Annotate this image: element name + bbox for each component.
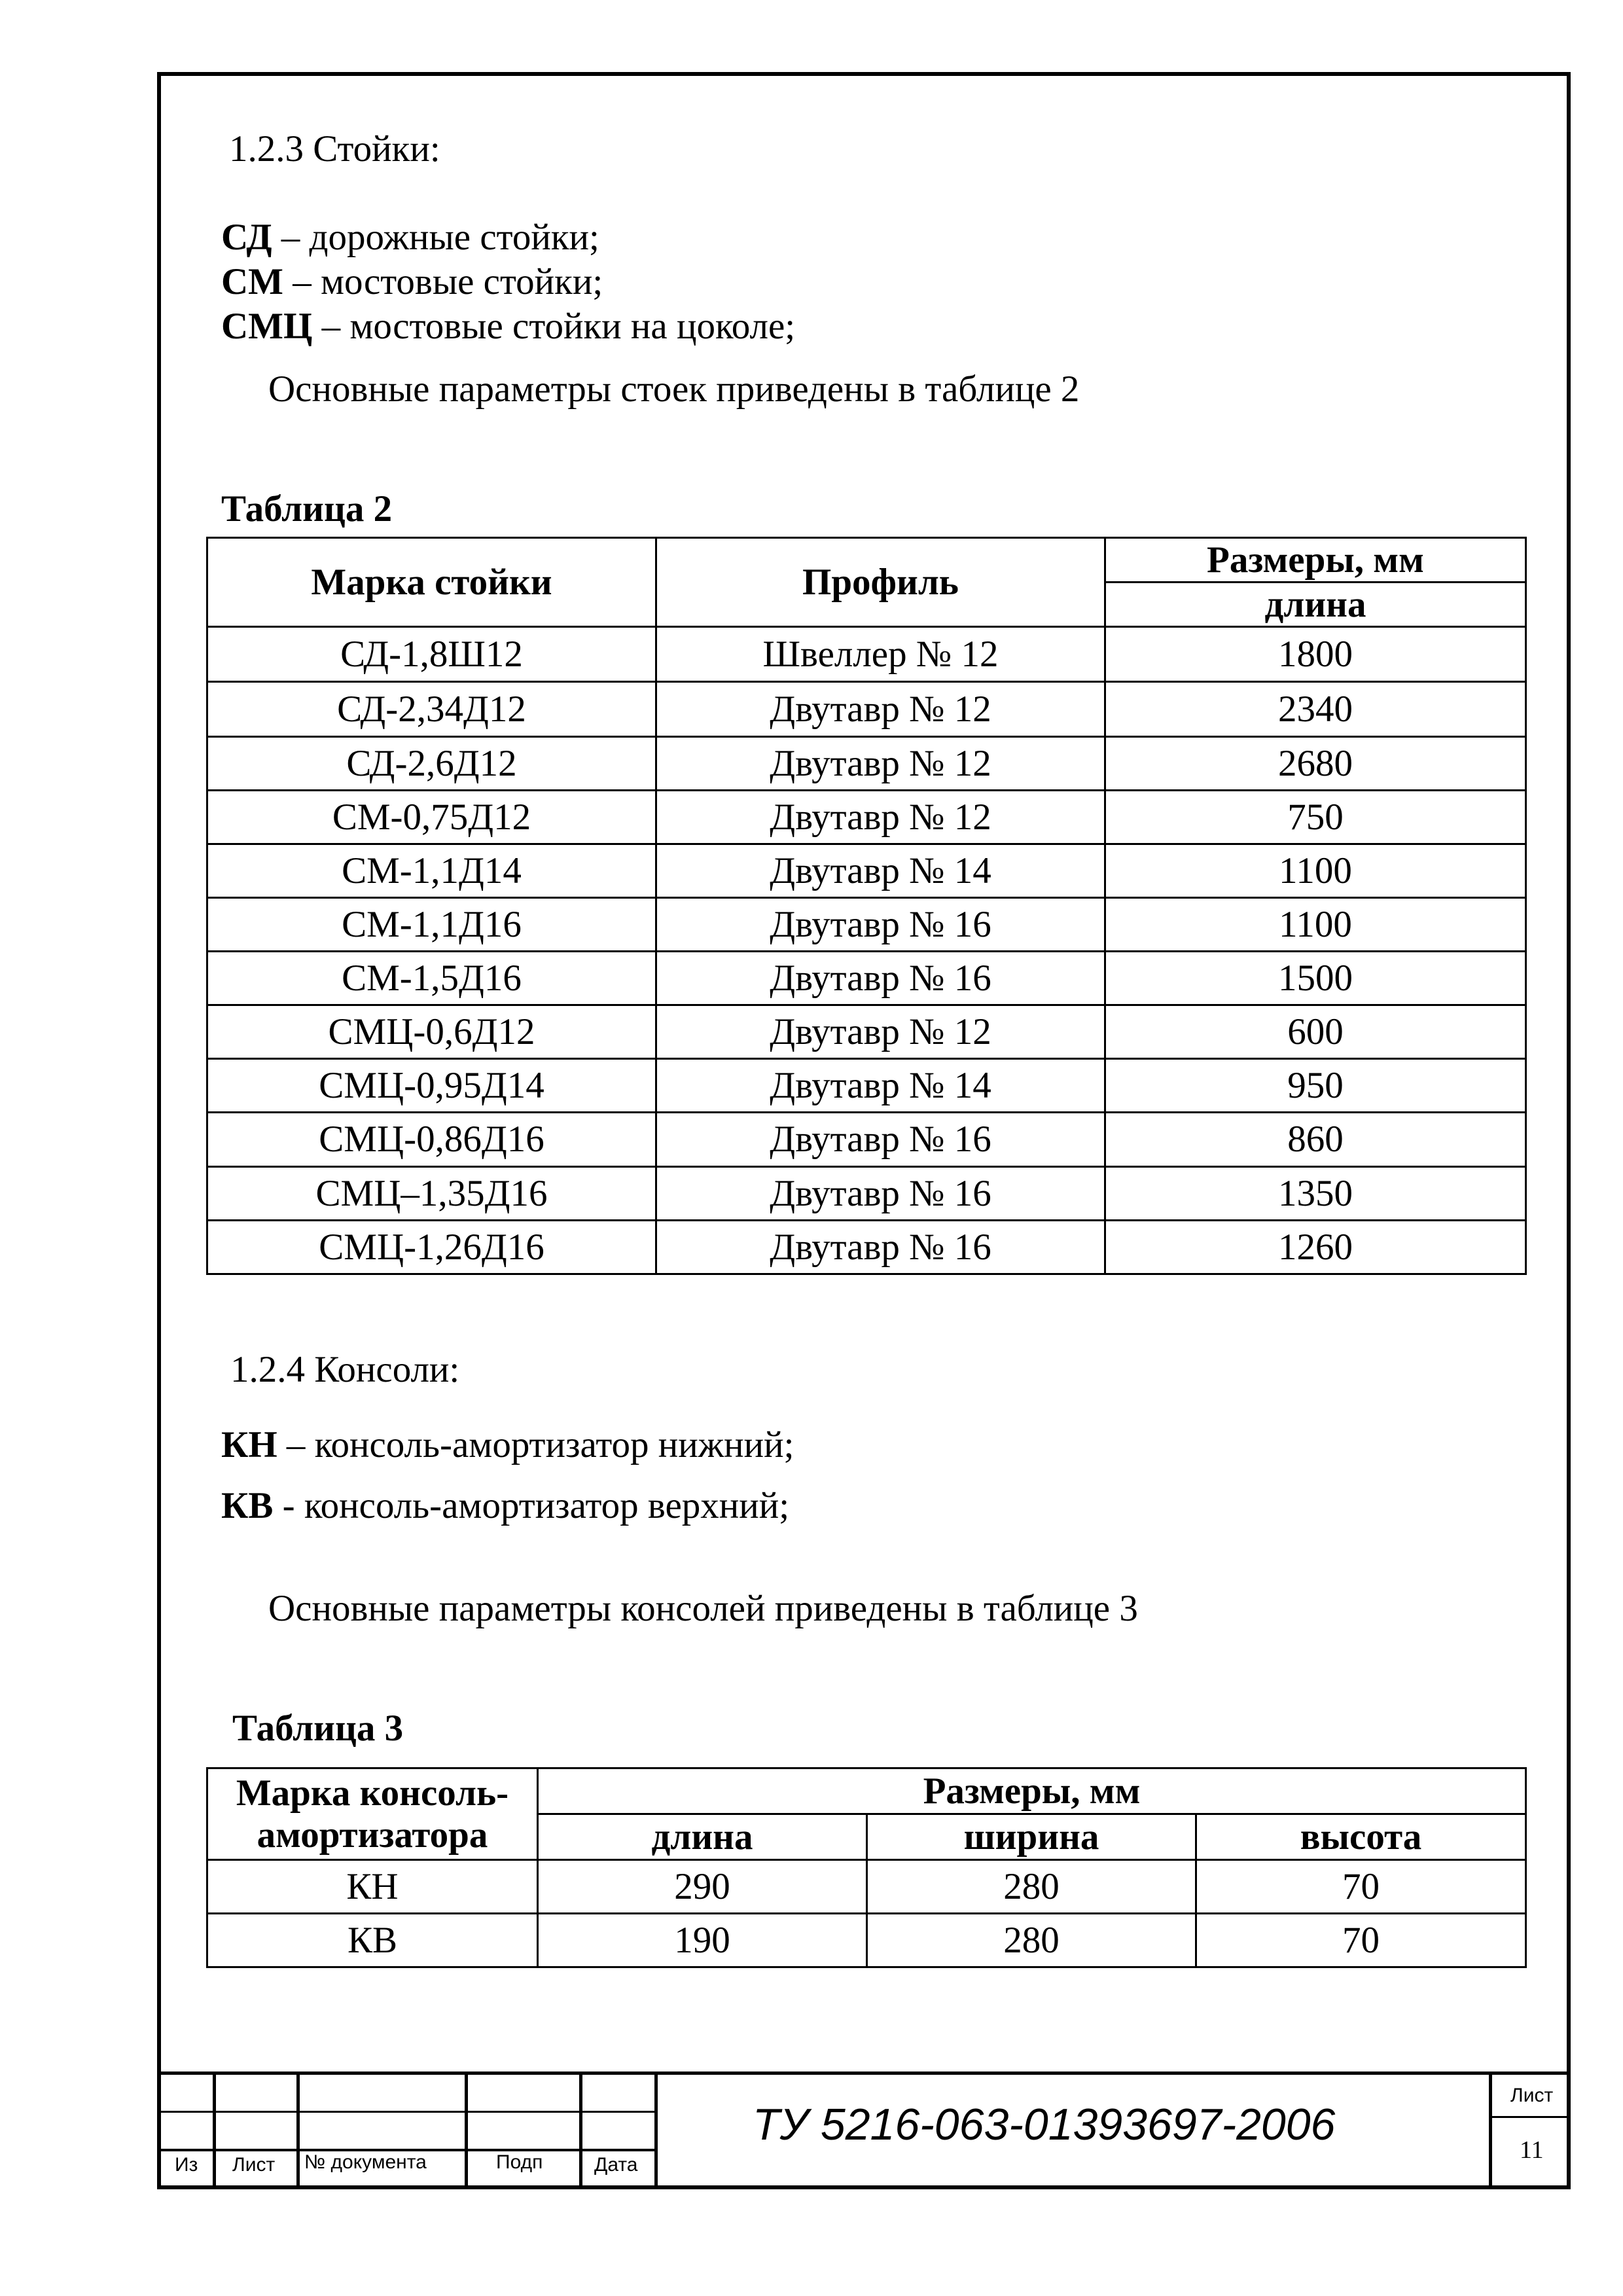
stamp-col-line	[213, 2072, 216, 2189]
title-block	[157, 2072, 1571, 2189]
item-text: - консоль-амортизатор верхний;	[273, 1485, 790, 1526]
cell-profile: Двутавр № 14	[656, 844, 1105, 898]
section-heading: 1.2.4 Консоли:	[230, 1349, 460, 1390]
cell-mark: СМ-0,75Д12	[207, 791, 656, 844]
cell-profile: Двутавр № 16	[656, 1167, 1105, 1221]
cell-profile: Двутавр № 12	[656, 682, 1105, 737]
list-item	[221, 1484, 789, 1528]
table-row	[207, 682, 1526, 737]
stamp-label-doc: № документа	[304, 2151, 427, 2173]
intro-paragraph: Основные параметры консолей приведены в таблице 3	[268, 1588, 1138, 1629]
cell-width: 280	[867, 1914, 1196, 1967]
cell-width: 280	[867, 1860, 1196, 1914]
cell-profile: Двутавр № 12	[656, 791, 1105, 844]
cell-length: 2340	[1105, 682, 1526, 737]
cell-profile: Двутавр № 16	[656, 952, 1105, 1005]
table-row	[207, 737, 1526, 791]
cell-profile: Швеллер № 12	[656, 627, 1105, 682]
cell-profile: Двутавр № 16	[656, 1113, 1105, 1167]
table-caption: Таблица 2	[221, 488, 393, 529]
cell-mark: СД-2,34Д12	[207, 682, 656, 737]
cell-length: 600	[1105, 1005, 1526, 1059]
table-row	[207, 952, 1526, 1005]
cell-length: 1260	[1105, 1221, 1526, 1274]
header-mark: Марка стойки	[207, 538, 656, 627]
cell-mark: СМ-1,1Д14	[207, 844, 656, 898]
header-sizes: Размеры, мм	[538, 1768, 1526, 1814]
section-heading: 1.2.3 Стойки:	[229, 128, 440, 170]
table-row	[207, 1914, 1526, 1967]
cell-mark: СМЦ-1,26Д16	[207, 1221, 656, 1274]
header-length: длина	[1105, 583, 1526, 627]
cell-profile: Двутавр № 16	[656, 898, 1105, 952]
table-row	[207, 627, 1526, 682]
table-row	[207, 844, 1526, 898]
document-designation: ТУ 5216-063-01393697-2006	[753, 2100, 1336, 2149]
cell-profile: Двутавр № 16	[656, 1221, 1105, 1274]
cell-length: 290	[538, 1860, 867, 1914]
cell-length: 1800	[1105, 627, 1526, 682]
table-2	[206, 537, 1527, 1275]
header-sizes: Размеры, мм	[1105, 538, 1526, 583]
item-code: КН	[221, 1424, 277, 1465]
header-height: высота	[1196, 1814, 1526, 1860]
table-row	[207, 1113, 1526, 1167]
cell-mark: СМЦ–1,35Д16	[207, 1167, 656, 1221]
stamp-label-iz: Из	[175, 2154, 198, 2176]
stamp-label-list: Лист	[232, 2154, 276, 2176]
cell-profile: Двутавр № 14	[656, 1059, 1105, 1113]
stamp-top-line	[157, 2072, 1571, 2075]
stamp-label-date: Дата	[594, 2154, 638, 2176]
list-item	[221, 216, 599, 259]
header-mark	[207, 1768, 538, 1860]
stamp-sheet-line	[1489, 2116, 1571, 2118]
cell-length: 1100	[1105, 844, 1526, 898]
table-row	[207, 1005, 1526, 1059]
cell-mark: СМ-1,1Д16	[207, 898, 656, 952]
stamp-col-line	[579, 2072, 582, 2189]
cell-mark: КН	[207, 1860, 538, 1914]
header-profile: Профиль	[656, 538, 1105, 627]
cell-length: 1500	[1105, 952, 1526, 1005]
table-row	[207, 1860, 1526, 1914]
cell-length: 860	[1105, 1113, 1526, 1167]
item-code: СД	[221, 217, 272, 258]
cell-length: 1100	[1105, 898, 1526, 952]
cell-mark: СД-2,6Д12	[207, 737, 656, 791]
cell-profile: Двутавр № 12	[656, 737, 1105, 791]
header-mark-line2: амортизатора	[257, 1814, 488, 1856]
list-item	[221, 305, 795, 348]
header-length: длина	[538, 1814, 867, 1860]
stamp-col-line	[296, 2072, 300, 2189]
list-item	[221, 260, 603, 304]
item-code: СМЦ	[221, 306, 313, 347]
intro-paragraph: Основные параметры стоек приведены в таблице 2	[268, 368, 1080, 410]
table-3	[206, 1767, 1527, 1968]
item-text: – дорожные стойки;	[272, 217, 599, 258]
cell-height: 70	[1196, 1914, 1526, 1967]
stamp-col-line	[465, 2072, 468, 2189]
table-row	[207, 791, 1526, 844]
item-text: – мостовые стойки;	[283, 261, 603, 302]
item-text: – консоль-амортизатор нижний;	[277, 1424, 794, 1465]
table-row	[207, 1221, 1526, 1274]
table-caption: Таблица 3	[232, 1708, 404, 1749]
cell-mark: СМЦ-0,86Д16	[207, 1113, 656, 1167]
header-mark-line1: Марка консоль-	[236, 1772, 509, 1814]
cell-mark: КВ	[207, 1914, 538, 1967]
table-row	[207, 1167, 1526, 1221]
cell-mark: СМЦ-0,6Д12	[207, 1005, 656, 1059]
item-code: КВ	[221, 1485, 274, 1526]
cell-height: 70	[1196, 1860, 1526, 1914]
cell-length: 750	[1105, 791, 1526, 844]
list-item	[221, 1424, 794, 1467]
cell-length: 2680	[1105, 737, 1526, 791]
cell-length: 950	[1105, 1059, 1526, 1113]
item-text: – мостовые стойки на цоколе;	[312, 306, 796, 347]
item-code: СМ	[221, 261, 283, 302]
cell-length: 190	[538, 1914, 867, 1967]
stamp-label-podp: Подп	[496, 2151, 543, 2173]
stamp-col-line	[654, 2072, 658, 2189]
cell-mark: СД-1,8Ш12	[207, 627, 656, 682]
header-width: ширина	[867, 1814, 1196, 1860]
stamp-col-line	[1489, 2072, 1492, 2189]
cell-mark: СМ-1,5Д16	[207, 952, 656, 1005]
table-row	[207, 1059, 1526, 1113]
cell-profile: Двутавр № 12	[656, 1005, 1105, 1059]
sheet-label: Лист	[1510, 2085, 1554, 2106]
sheet-number: 11	[1520, 2136, 1544, 2164]
cell-mark: СМЦ-0,95Д14	[207, 1059, 656, 1113]
table-row	[207, 898, 1526, 952]
cell-length: 1350	[1105, 1167, 1526, 1221]
